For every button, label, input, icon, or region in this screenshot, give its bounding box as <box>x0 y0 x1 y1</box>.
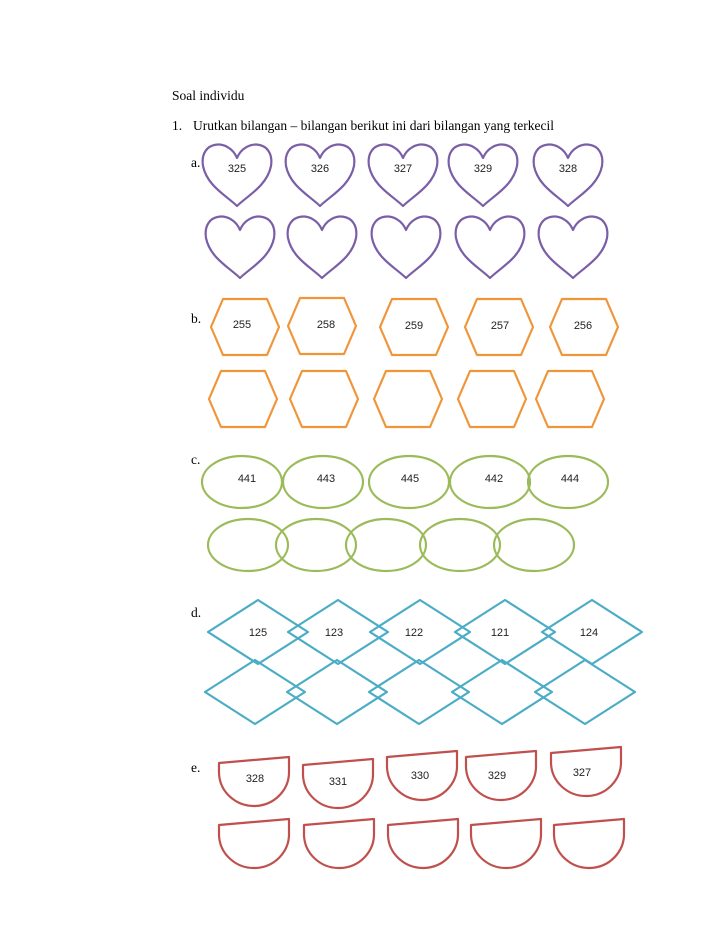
number-label: 123 <box>324 627 344 639</box>
hexagon-shape-b-answer-3 <box>374 371 442 427</box>
bowl-shape-e-answer-1 <box>219 819 289 868</box>
number-label: 329 <box>487 770 507 782</box>
heart-shape-a-top-2 <box>286 145 355 206</box>
section-label-c: c. <box>191 452 201 467</box>
number-label: 443 <box>316 473 336 485</box>
number-label: 258 <box>316 319 336 331</box>
heart-shape-a-answer-2 <box>288 217 357 278</box>
number-label: 331 <box>328 776 348 788</box>
number-label: 125 <box>248 627 268 639</box>
heart-shape-a-answer-4 <box>456 217 525 278</box>
number-label: 327 <box>572 767 592 779</box>
heart-shape-a-answer-1 <box>206 217 275 278</box>
ellipse-shape-c-answer-3 <box>346 519 426 571</box>
number-label: 328 <box>245 773 265 785</box>
section-label-e: e. <box>191 760 201 775</box>
heart-shape-a-top-3 <box>369 145 438 206</box>
number-label: 330 <box>410 770 430 782</box>
hexagon-shape-b-answer-2 <box>290 371 358 427</box>
bowl-shape-e-answer-2 <box>304 819 374 868</box>
number-label: 328 <box>558 163 578 175</box>
number-label: 124 <box>579 627 599 639</box>
number-label: 256 <box>573 320 593 332</box>
question-text: Urutkan bilangan – bilangan berikut ini dari bilangan yang terkecil <box>193 118 555 133</box>
number-label: 325 <box>227 163 247 175</box>
number-label: 255 <box>232 319 252 331</box>
hexagon-shape-b-answer-5 <box>536 371 604 427</box>
number-label: 444 <box>560 473 580 485</box>
heart-shape-a-top-5 <box>534 145 603 206</box>
number-label: 259 <box>404 320 424 332</box>
ellipse-shape-c-answer-5 <box>494 519 574 571</box>
heart-shape-a-top-1 <box>203 145 272 206</box>
number-label: 442 <box>484 473 504 485</box>
heart-shape-a-answer-5 <box>539 217 608 278</box>
number-label: 326 <box>310 163 330 175</box>
page-title: Soal individu <box>172 88 245 103</box>
number-label: 122 <box>404 627 424 639</box>
bowl-shape-e-answer-5 <box>554 819 624 868</box>
hexagon-shape-b-answer-4 <box>458 371 526 427</box>
number-label: 445 <box>400 473 420 485</box>
heart-shape-a-top-4 <box>449 145 518 206</box>
number-label: 327 <box>393 163 413 175</box>
diamond-shape-d-answer-2 <box>287 660 387 724</box>
number-label: 121 <box>490 627 510 639</box>
diamond-shape-d-answer-1 <box>205 660 305 724</box>
ellipse-shape-c-answer-4 <box>420 519 500 571</box>
hexagon-shape-b-answer-1 <box>209 371 277 427</box>
bowl-shape-e-answer-4 <box>471 819 541 868</box>
number-label: 329 <box>473 163 493 175</box>
bowl-shape-e-answer-3 <box>388 819 458 868</box>
question-number: 1. <box>172 118 183 133</box>
section-label-b: b. <box>191 311 202 326</box>
heart-shape-a-answer-3 <box>372 217 441 278</box>
number-label: 441 <box>237 473 257 485</box>
section-label-a: a. <box>191 155 201 170</box>
section-label-d: d. <box>191 605 202 620</box>
number-label: 257 <box>490 320 510 332</box>
